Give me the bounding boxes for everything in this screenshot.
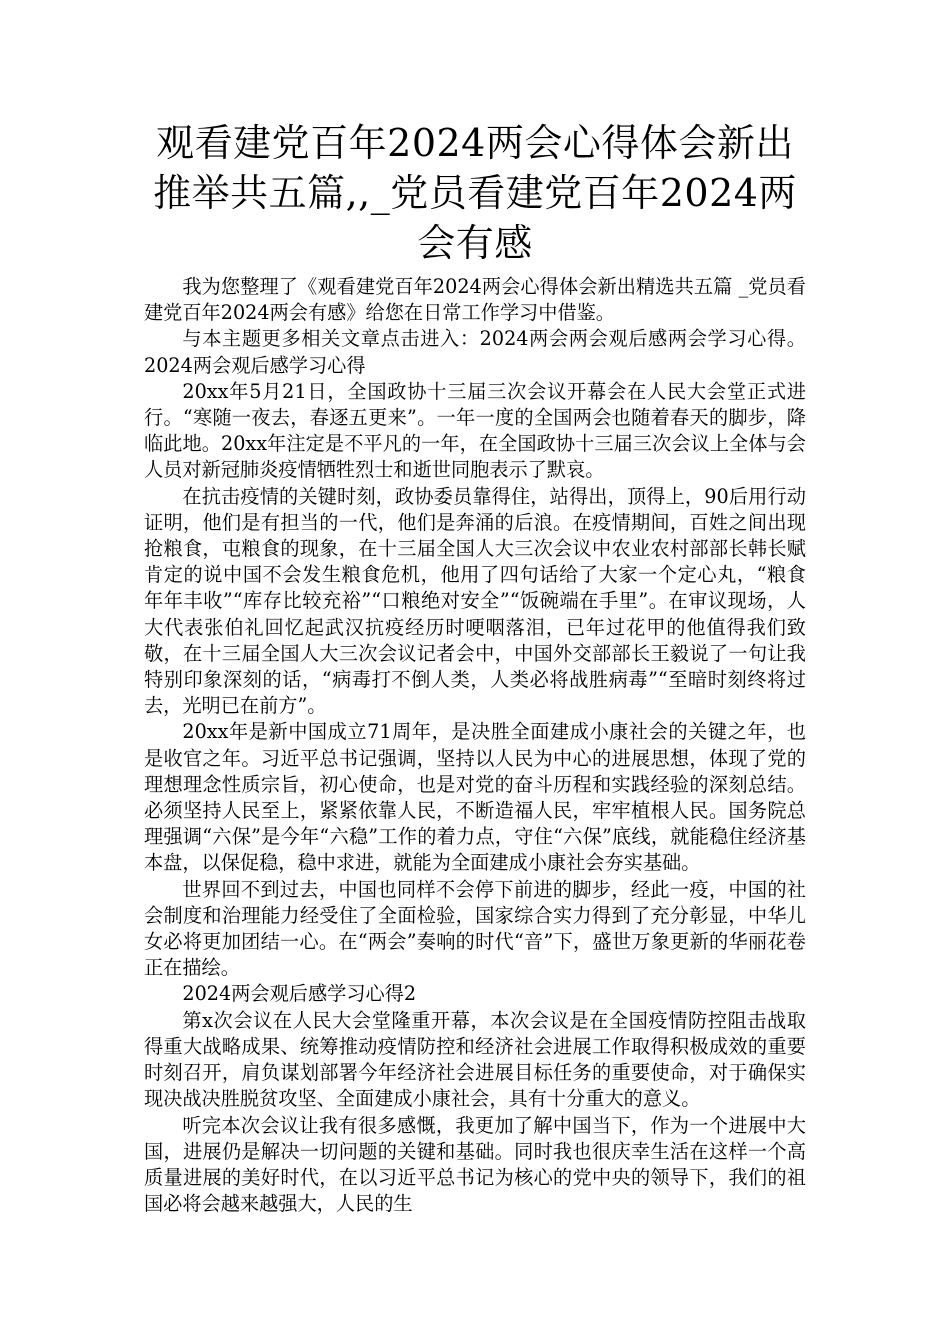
related-links-paragraph: 与本主题更多相关文章点击进入：2024两会两会观后感两会学习心得。 2024两会观后感学习心得: [144, 327, 806, 377]
body-paragraph: 在抗击疫情的关键时刻，政协委员靠得住，站得出，顶得上，90后用行动证明，他们是有担当的一代，他们是奔涌的后浪。在疫情期间，百姓之间出现抢粮食，屯粮食的现象，在十三届全国人大三次会议中农业农村部部长韩长赋肯定的说中国不会发生粮食危机，他用了四句话给了大家一个定心丸，“粮食年年丰收”“库存比较充裕”“口粮绝对安全”“饭碗端在手里”。在审议现场，人大代表张伯礼回忆起武汉抗疫经历时哽咽落泪，已年过花甲的他值得我们致敬，在十三届全国人大三次会议记者会中，中国外交部部长王毅说了一句让我特别印象深刻的话，“病毒打不倒人类，人类必将战胜病毒”“至暗时刻终将过去，光明已在前方”。: [144, 484, 806, 718]
body-paragraph: 第x次会议在人民大会堂隆重开幕，本次会议是在全国疫情防控阻击战取得重大战略成果、统筹推动疫情防控和经济社会进展工作取得积极成效的重要时刻召开，肩负谋划部署今年经济社会进展目标任务的重要使命，对于确保实现决战决胜脱贫攻坚、全面建成小康社会，具有十分重大的意义。: [144, 1008, 806, 1111]
body-paragraph: 20xx年是新中国成立71周年，是决胜全面建成小康社会的关键之年，也是收官之年。习近平总书记强调，坚持以人民为中心的进展思想，体现了党的理想理念性质宗旨，初心使命，也是对党的奋斗历程和实践经验的深刻总结。必须坚持人民至上，紧紧依靠人民，不断造福人民，牢牢植根人民。国务院总理强调“六保”是今年“六稳”工作的着力点，守住“六保”底线，就能稳住经济基本盘，以保促稳，稳中求进，就能为全面建成小康社会夯实基础。: [144, 720, 806, 875]
body-paragraph: 听完本次会议让我有很多感慨，我更加了解中国当下，作为一个进展中大国，进展仍是解决一切问题的关键和基础。同时我也很庆幸生活在这样一个高质量进展的美好时代，在以习近平总书记为核心的党中央的领导下，我们的祖国必将会越来越强大，人民的生: [144, 1113, 806, 1216]
document-page: [144, 118, 806, 1217]
section-heading: 2024两会观后感学习心得2: [182, 982, 417, 1006]
body-paragraph: 20xx年5月21日，全国政协十三届三次会议开幕会在人民大会堂正式进行。“寒随一夜去，春逐五更来”。一年一度的全国两会也随着春天的脚步，降临此地。20xx年注定是不平凡的一年，在全国政协十三届三次会议上全体与会人员对新冠肺炎疫情牺牲烈士和逝世同胞表示了默哀。: [144, 379, 806, 482]
body-paragraph: 世界回不到过去，中国也同样不会停下前进的脚步，经此一疫，中国的社会制度和治理能力经受住了全面检验，国家综合实力得到了充分彰显，中华儿女必将更加团结一心。在“两会”奏响的时代“音”下，盛世万象更新的华丽花卷正在描绘。: [144, 877, 806, 980]
intro-paragraph: 我为您整理了《观看建党百年2024两会心得体会新出精选共五篇 _党员看建党百年2024两会有感》给您在日常工作学习中借鉴。: [144, 275, 806, 325]
document-body: [144, 274, 806, 1217]
document-title: 观看建党百年2024两会心得体会新出推举共五篇,,_党员看建党百年2024两会有感: [153, 121, 797, 265]
